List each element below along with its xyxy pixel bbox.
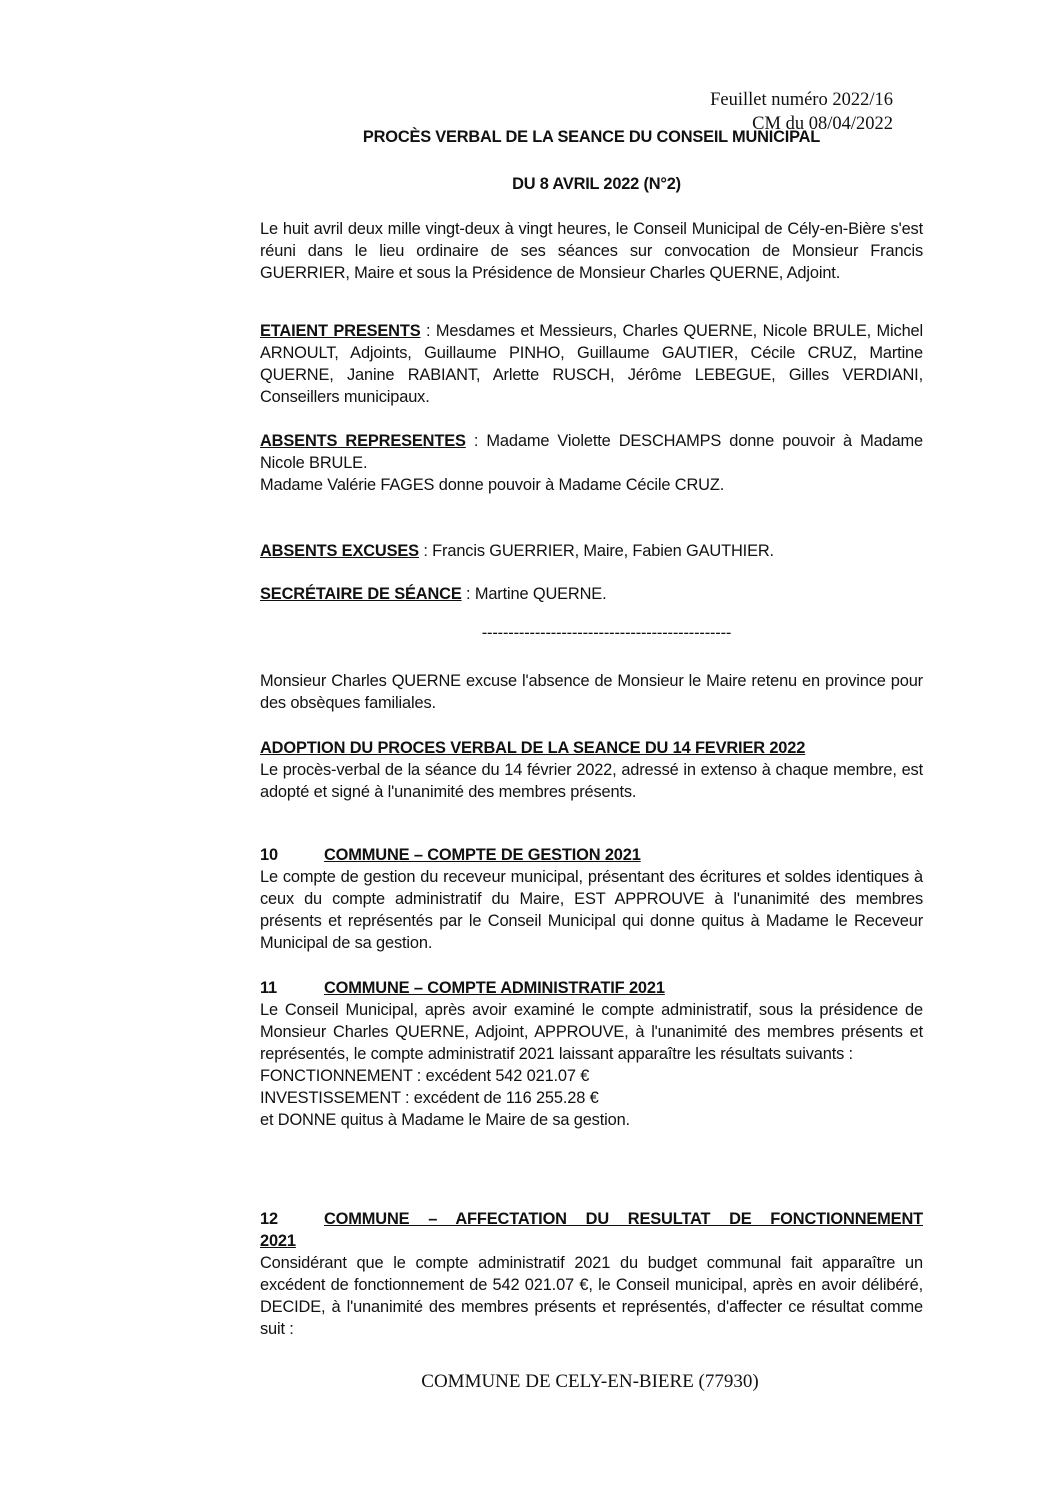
item-heading <box>260 977 923 999</box>
page-subtitle: DU 8 AVRIL 2022 (N°2) <box>512 175 681 193</box>
item-text: Le compte de gestion du receveur municipal, présentant des écritures et soldes identiques à ceux du compte administratif du Maire, EST APPROUVE à l'unanimité des membres présents et représentés par le Conseil Municipal qui donne quitus à Madame le Receveur Municipal de sa gestion. <box>260 868 923 952</box>
secretary-text: : Martine QUERNE. <box>461 585 607 603</box>
item-text: Le Conseil Municipal, après avoir examiné le compte administratif, sous la présidence de Monsieur Charles QUERNE, Adjoint, APPROUVE, à l'unanimité des membres présents et représentés, le compte administratif 2021 laissant apparaître les résultats suivants : <box>260 1001 923 1063</box>
excuse-note: Monsieur Charles QUERNE excuse l'absence de Monsieur le Maire retenu en province pour des obsèques familiales. <box>260 672 923 712</box>
represented-text-2: Madame Valérie FAGES donne pouvoir à Madame Cécile CRUZ. <box>260 476 725 494</box>
page-title: PROCÈS VERBAL DE LA SEANCE DU CONSEIL MUNICIPAL <box>362 128 821 146</box>
item-title-2: 2021 <box>260 1232 296 1250</box>
item-heading <box>260 1208 923 1230</box>
represented-members <box>260 430 923 496</box>
excused-label: ABSENTS EXCUSES <box>260 542 419 560</box>
page-footer: COMMUNE DE CELY-EN-BIERE (77930) <box>421 1371 759 1392</box>
adoption-section <box>260 737 923 803</box>
item-title: COMMUNE – COMPTE DE GESTION 2021 <box>324 846 641 864</box>
represented-text: : Madame Violette DESCHAMPS donne pouvoir à Madame Nicole BRULE. <box>260 432 924 472</box>
intro-paragraph: Le huit avril deux mille vingt-deux à vingt heures, le Conseil Municipal de Cély-en-Bière s'est réuni dans le lieu ordinaire de ses séances sur convocation de Monsieur Francis GUERRIER, Maire et sous la Présidence de Monsieur Charles QUERNE, Adjoint. <box>260 220 923 282</box>
item-12 <box>260 1208 923 1340</box>
present-list: : Mesdames et Messieurs, Charles QUERNE, Nicole BRULE, Michel ARNOULT, Adjoints, Guillaume PINHO, Guillaume GAUTIER, Cécile CRUZ, Martine QUERNE, Janine RABIANT, Arlette RUSCH, Jérôme LEBEGUE, Gilles VERDIANI, Conseillers municipaux. <box>260 322 923 406</box>
operating-result: FONCTIONNEMENT : excédent 542 021.07 € <box>260 1067 590 1085</box>
excused-text: : Francis GUERRIER, Maire, Fabien GAUTHIER. <box>418 542 774 560</box>
represented-label: ABSENTS REPRESENTES <box>260 432 466 450</box>
item-title: COMMUNE – COMPTE ADMINISTRATIF 2021 <box>324 979 665 997</box>
item-number: 11 <box>260 979 278 997</box>
item-number: 10 <box>260 846 278 864</box>
item-title: COMMUNE – AFFECTATION DU RESULTAT DE FONCTIONNEMENT <box>324 1210 923 1228</box>
item-heading <box>260 844 923 866</box>
present-label: ETAIENT PRESENTS <box>260 322 421 340</box>
session-date: CM du 08/04/2022 <box>752 114 893 134</box>
investment-result: INVESTISSEMENT : excédent de 116 255.28 € <box>260 1089 599 1107</box>
sheet-number: Feuillet numéro 2022/16 <box>710 90 893 110</box>
item-11 <box>260 977 923 1131</box>
secretary <box>260 583 923 605</box>
adoption-heading: ADOPTION DU PROCES VERBAL DE LA SEANCE DU 14 FEVRIER 2022 <box>260 739 806 757</box>
item-10 <box>260 844 923 954</box>
separator: ----------------------------------------------- <box>481 624 732 642</box>
item-text: Considérant que le compte administratif 2021 du budget communal fait apparaître un excédent de fonctionnement de 542 021.07 €, le Conseil municipal, après en avoir délibéré, DECIDE, à l'unanimité des membres présents et représentés, d'affecter ce résultat comme suit : <box>260 1254 923 1338</box>
excused-members <box>260 540 923 562</box>
discharge-text: et DONNE quitus à Madame le Maire de sa gestion. <box>260 1111 630 1129</box>
item-number: 12 <box>260 1210 278 1228</box>
adoption-text: Le procès-verbal de la séance du 14 février 2022, adressé in extenso à chaque membre, est adopté et signé à l'unanimité des membres présents. <box>260 761 923 801</box>
present-members <box>260 320 923 408</box>
secretary-label: SECRÉTAIRE DE SÉANCE <box>260 585 462 603</box>
